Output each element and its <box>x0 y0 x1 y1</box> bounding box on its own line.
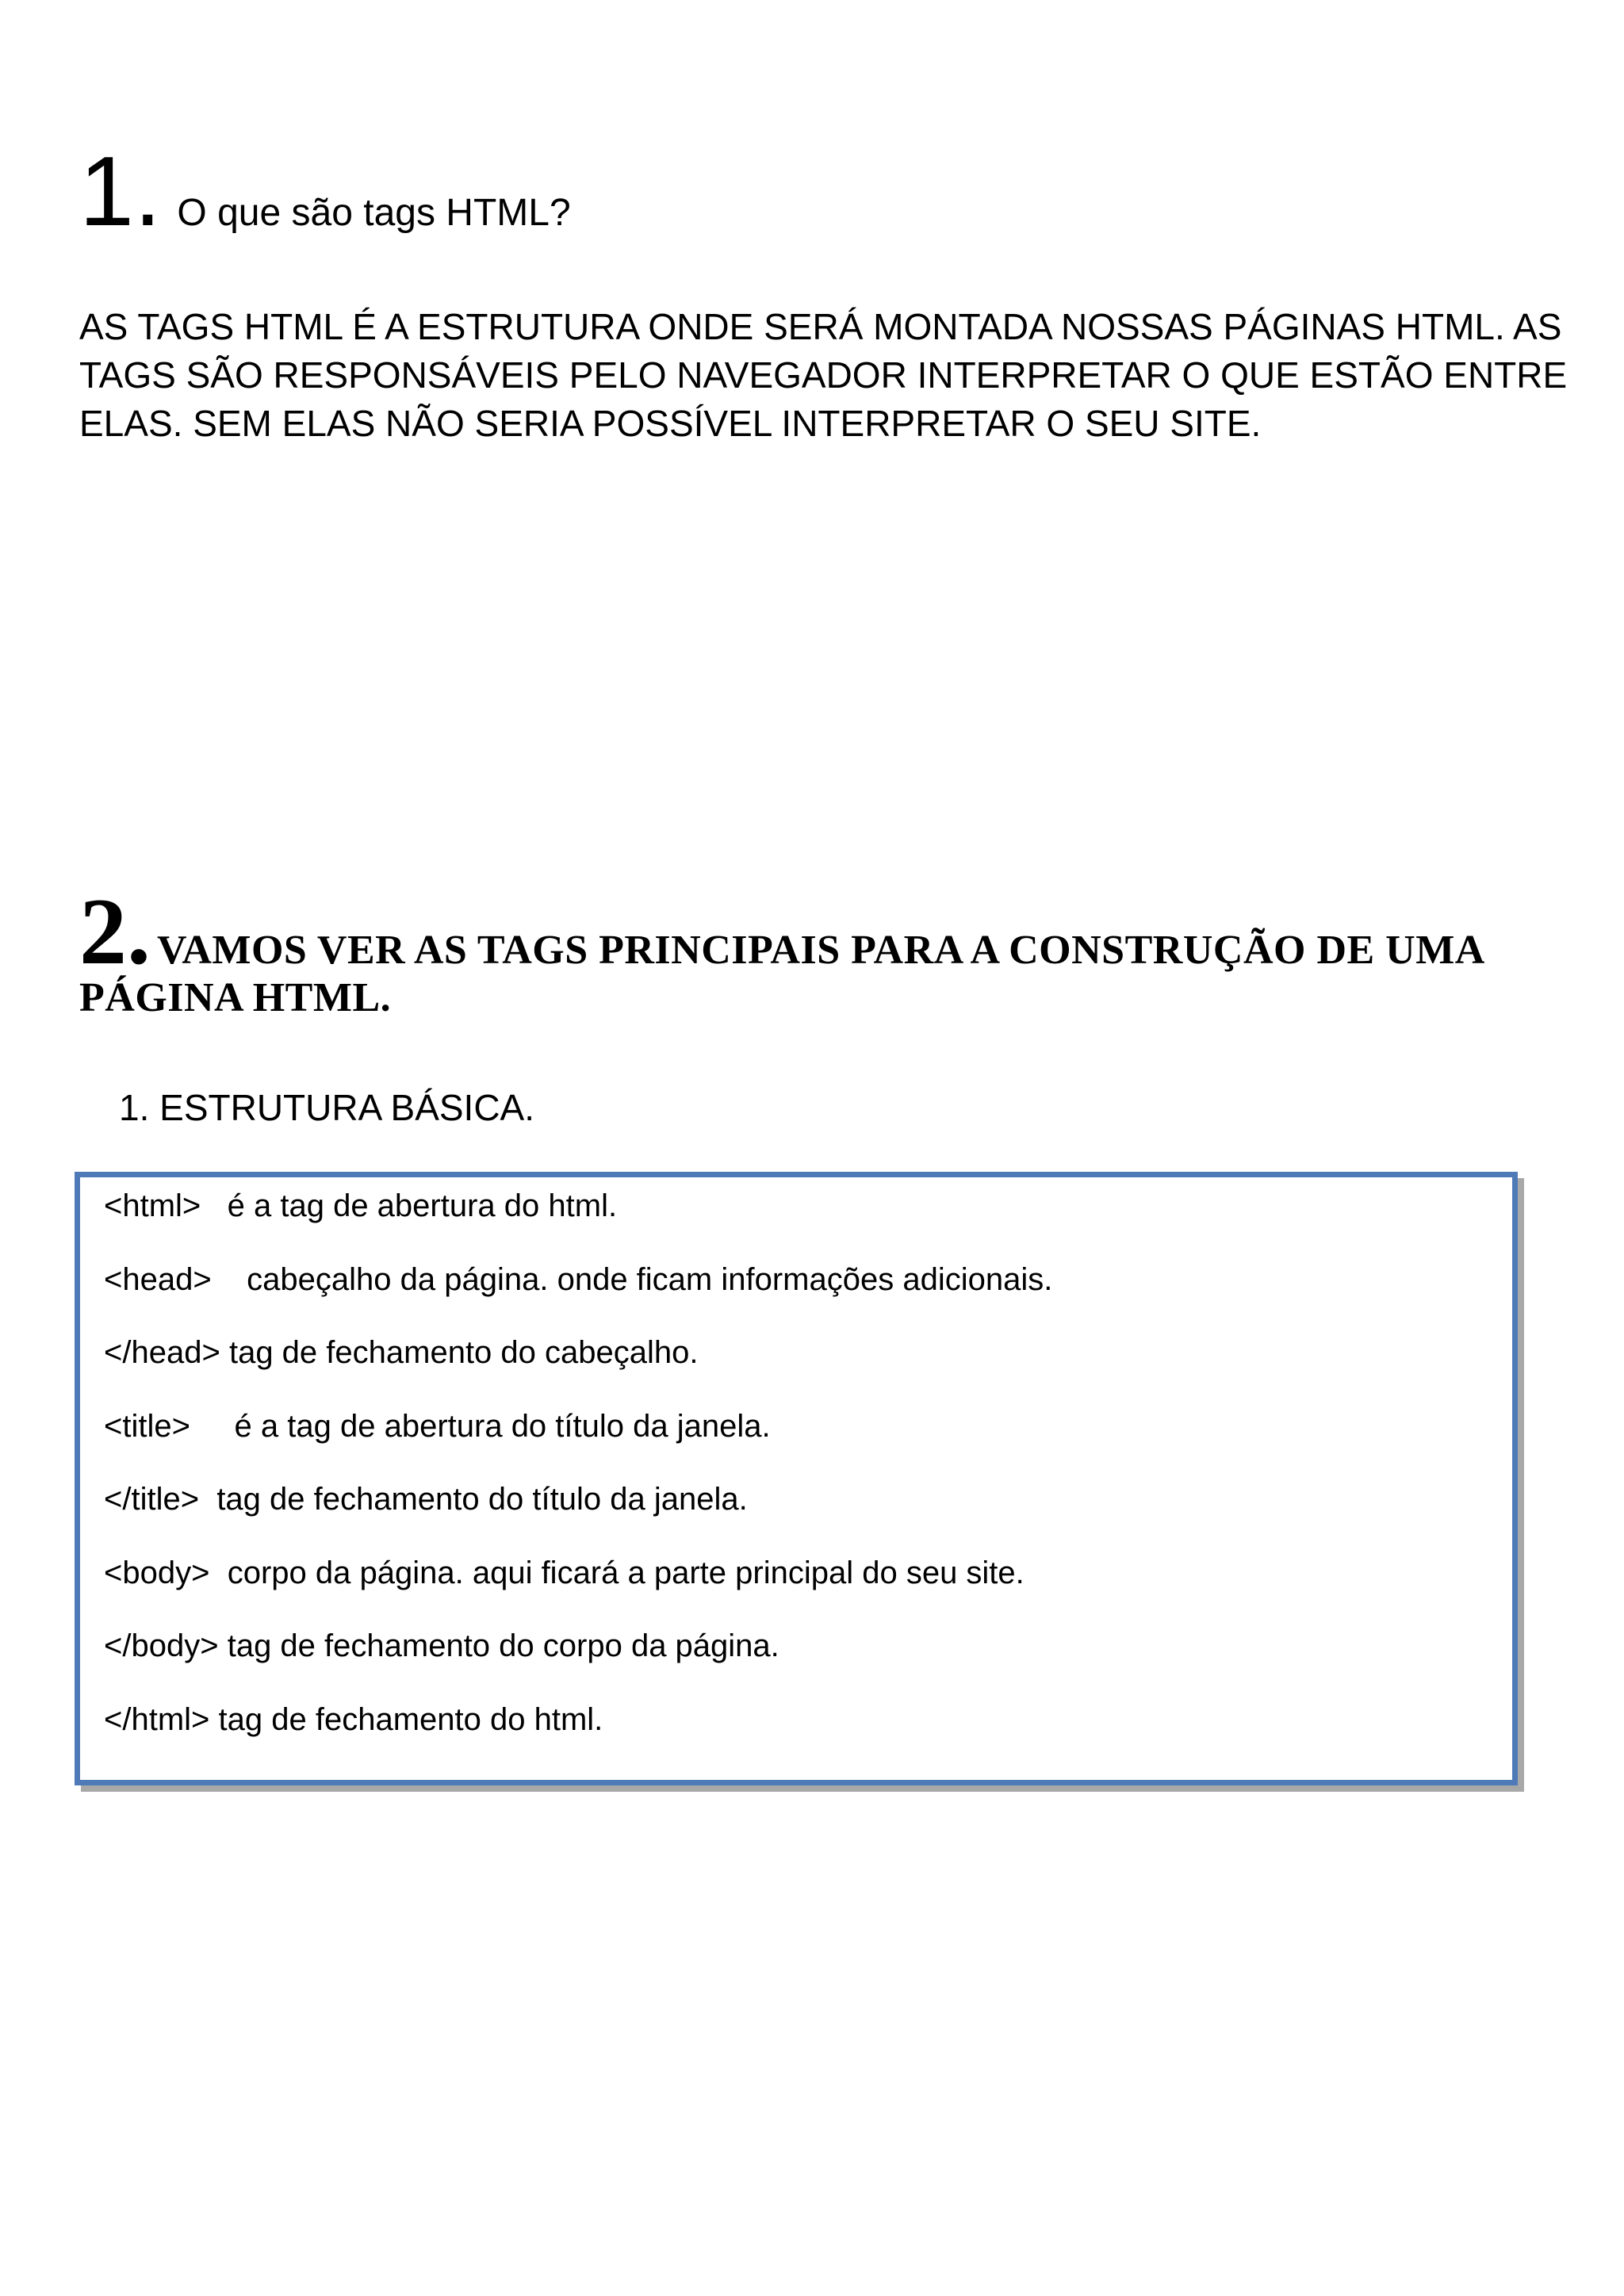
tag-code: <html> <box>104 1188 201 1223</box>
tag-row <box>104 1335 699 1371</box>
tags-box <box>75 1172 1518 1785</box>
tag-code: </head> <box>104 1335 220 1370</box>
tag-code: <head> <box>104 1262 212 1297</box>
tag-code: <body> <box>104 1556 210 1590</box>
paragraph-line: AS TAGS HTML É A ESTRUTURA ONDE SERÁ MONTADA NOSSAS PÁGINAS HTML. AS <box>79 306 1562 347</box>
tag-row <box>104 1556 1025 1591</box>
tag-description: é a tag de abertura do html. <box>227 1188 618 1223</box>
tag-code: </html> <box>104 1702 210 1737</box>
tag-row <box>104 1702 603 1738</box>
tag-description: tag de fechamento do título da janela. <box>216 1482 748 1517</box>
tag-row <box>104 1188 617 1224</box>
tag-row <box>104 1628 779 1664</box>
tag-description: tag de fechamento do corpo da página. <box>227 1628 779 1663</box>
tag-description: é a tag de abertura do título da janela. <box>234 1409 771 1444</box>
section1-number: 1. <box>79 137 162 247</box>
tag-code: </body> <box>104 1628 219 1663</box>
section2-heading <box>79 878 1586 1021</box>
paragraph-line: ELAS. SEM ELAS NÃO SERIA POSSÍVEL INTERPRETAR O SEU SITE. <box>79 403 1262 444</box>
tag-code: </title> <box>104 1482 200 1517</box>
tag-description: corpo da página. aqui ficará a parte principal do seu site. <box>227 1556 1025 1590</box>
paragraph-line: TAGS SÃO RESPONSÁVEIS PELO NAVEGADOR INTERPRETAR O QUE ESTÃO ENTRE <box>79 354 1568 396</box>
tag-description: tag de fechamento do cabeçalho. <box>228 1335 699 1370</box>
section2-subheading: 1. ESTRUTURA BÁSICA. <box>119 1087 535 1128</box>
section1-title: O que são tags HTML? <box>177 192 571 234</box>
tag-description: tag de fechamento do html. <box>218 1702 603 1737</box>
section1-paragraph <box>79 303 1568 448</box>
tag-description: cabeçalho da página. onde ficam informações adicionais. <box>247 1262 1053 1297</box>
section2-title-line2: PÁGINA HTML. <box>79 975 392 1020</box>
tag-code: <title> <box>104 1409 190 1444</box>
section1-heading <box>79 137 571 247</box>
tag-row <box>104 1482 748 1517</box>
section2-title-line1: VAMOS VER AS TAGS PRINCIPAIS PARA A CONSTRUÇÃO DE UMA <box>157 928 1485 973</box>
tag-row <box>104 1409 771 1445</box>
section2-number: 2. <box>79 878 151 984</box>
tag-row <box>104 1262 1052 1298</box>
